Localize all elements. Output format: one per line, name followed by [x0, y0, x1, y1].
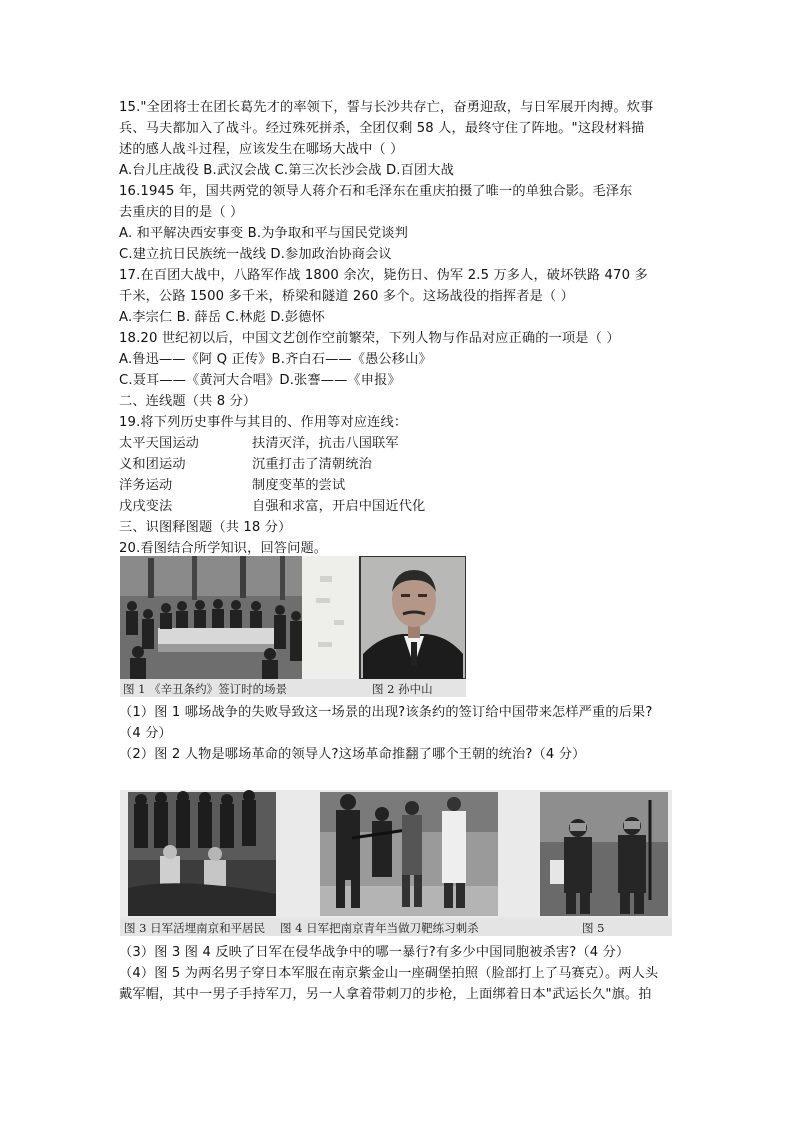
sub-question-4-line-1: （4）图 5 为两名男子穿日本军服在南京紫金山一座碉堡拍照（脸部打上了马赛克）。两人头	[119, 966, 659, 981]
q15-line-1: 15."全团将士在团长葛先才的率领下，誓与长沙共存亡，奋勇迎敌，与日军展开肉搏。炊事	[119, 100, 654, 115]
figure-3-caption: 图 3 日军活埋南京和平居民	[124, 921, 266, 935]
match-row-3	[119, 475, 346, 496]
sub-question-1-line-2: （4 分）	[119, 726, 172, 741]
effect-label: 自强和求富，开启中国近代化	[252, 499, 426, 514]
figure-row-2-photos	[120, 790, 672, 918]
figure-2-caption: 图 2 孙中山	[372, 682, 433, 696]
q17-options: A.李宗仁 B. 薛岳 C.林彪 D.彭德怀	[119, 310, 325, 325]
q15-line-3: 述的感人战斗过程，应该发生在哪场大战中（ ）	[119, 142, 404, 157]
event-label: 戊戌变法	[119, 499, 173, 514]
figure-1-caption: 图 1 《辛丑条约》签订时的场景	[123, 682, 288, 696]
match-row-4	[119, 496, 426, 517]
sub-question-3: （3）图 3 图 4 反映了日军在侵华战争中的哪一暴行?有多少中国同胞被杀害?（4 分）	[119, 945, 630, 960]
sub-question-2: （2）图 2 人物是哪场革命的领导人?这场革命推翻了哪个王朝的统治?（4 分）	[119, 747, 586, 762]
q19-stem: 19.将下列历史事件与其目的、作用等对应连线：	[119, 415, 408, 430]
q18-options-2: C.聂耳——《黄河大合唱》D.张謇——《申报》	[119, 373, 401, 388]
q16-line-1: 16.1945 年，国共两党的领导人蒋介石和毛泽东在重庆拍摄了唯一的单独合影。毛泽东	[119, 184, 633, 199]
match-row-2	[119, 454, 373, 475]
figure-1-photo	[120, 556, 466, 679]
effect-label: 沉重打击了清朝统治	[252, 457, 373, 472]
section3-heading: 三、识图释图题（共 18 分）	[119, 520, 292, 535]
q20-stem: 20.看图结合所学知识，回答问题。	[119, 541, 328, 556]
q17-line-1: 17.在百团大战中，八路军作战 1800 余次，毙伤日、伪军 2.5 万多人，破坏铁路 470 多	[119, 268, 648, 283]
sub-question-4-line-2: 戴军帽，其中一男子手持军刀，另一人拿着带刺刀的步枪，上面绑着日本"武运长久"旗。拍	[119, 987, 652, 1002]
match-row-1	[119, 433, 399, 454]
effect-label: 制度变革的尝试	[252, 478, 346, 493]
event-label: 太平天国运动	[119, 436, 200, 451]
effect-label: 扶清灭洋，抗击八国联军	[252, 436, 399, 451]
q15-line-2: 兵、马夫都加入了战斗。经过殊死拼杀，全团仅剩 58 人，最终守住了阵地。"这段材料描	[119, 121, 645, 136]
sub-question-1-line-1: （1）图 1 哪场战争的失败导致这一场景的出现?该条约的签订给中国带来怎样严重的后果?	[119, 705, 653, 720]
q16-line-2: 去重庆的目的是（ ）	[119, 205, 244, 220]
q18-options-1: A.鲁迅——《阿 Q 正传》B.齐白石——《愚公移山》	[119, 352, 432, 367]
event-label: 洋务运动	[119, 478, 173, 493]
event-label: 义和团运动	[119, 457, 186, 472]
q17-line-2: 千米，公路 1500 多千米，桥梁和隧道 260 多个。这场战役的指挥者是（ ）	[119, 289, 574, 304]
figure-5-caption: 图 5	[582, 921, 605, 935]
figure-4-caption: 图 4 日军把南京青年当做刀靶练习刺杀	[280, 921, 479, 935]
q18-line-1: 18.20 世纪初以后，中国文艺创作空前繁荣，下列人物与作品对应正确的一项是（ ）	[119, 331, 620, 346]
section2-heading: 二、连线题（共 8 分）	[119, 394, 257, 409]
q15-options: A.台儿庄战役 B.武汉会战 C.第三次长沙会战 D.百团大战	[119, 163, 454, 178]
q16-options-2: C.建立抗日民族统一战线 D.参加政治协商会议	[119, 247, 392, 262]
q16-options-1: A. 和平解决西安事变 B.为争取和平与国民党谈判	[119, 226, 408, 241]
